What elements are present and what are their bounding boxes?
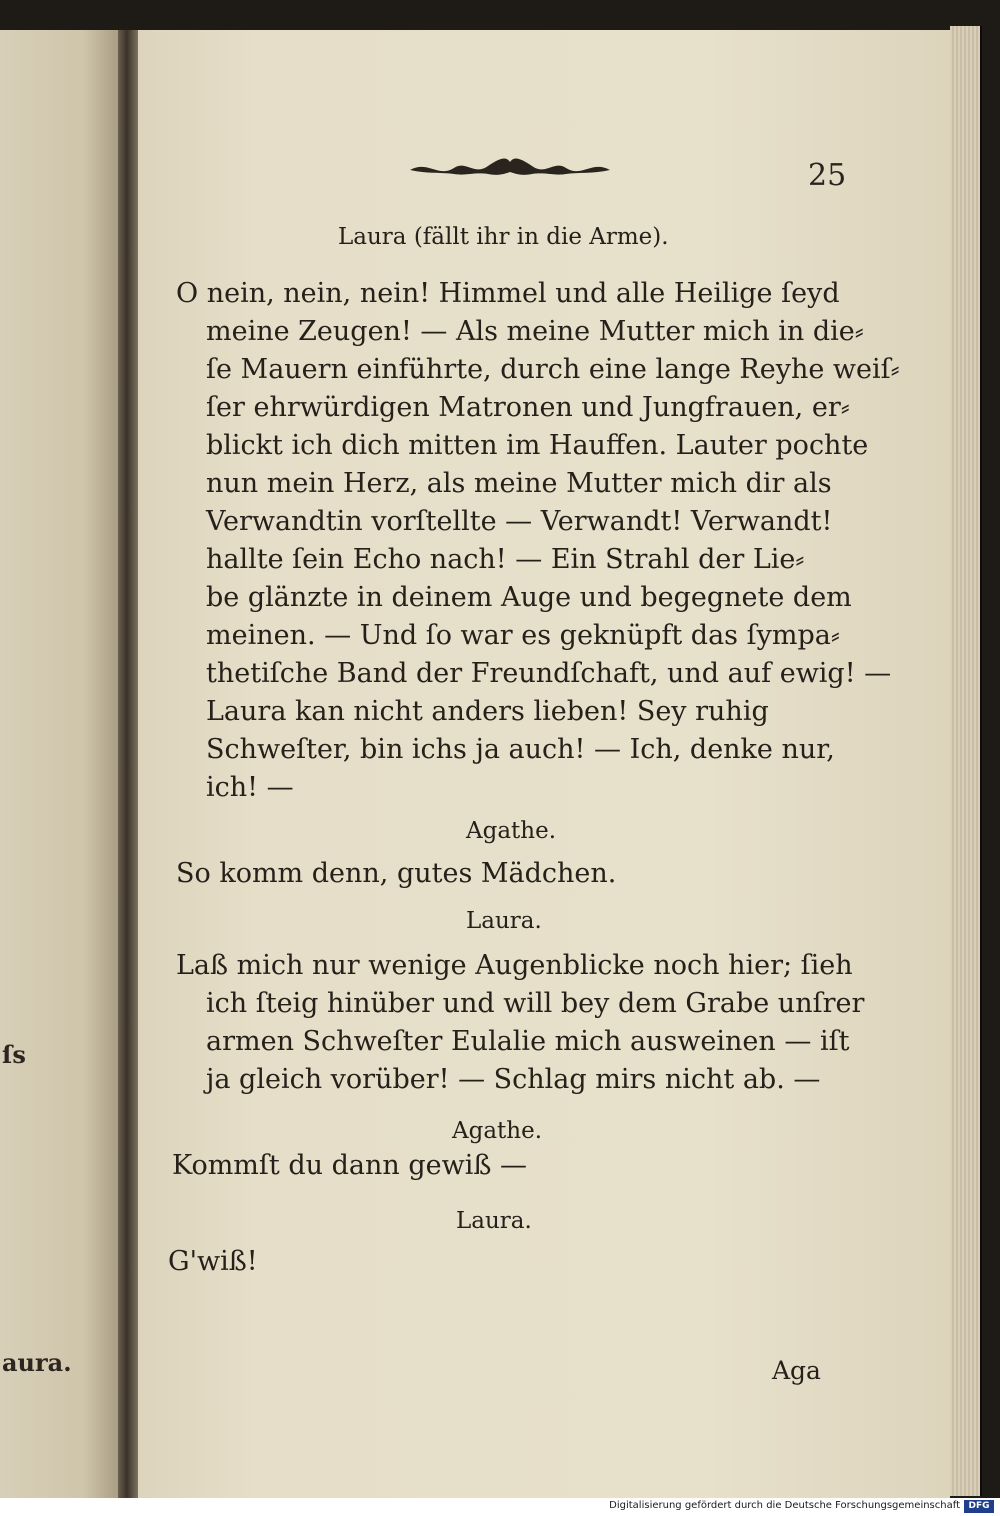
text-line: ſer ehrwürdigen Matronen und Jungfrauen, er⸗ [206,392,850,423]
text-line: ich! — [206,772,294,803]
text-line: G'wiß! [168,1246,258,1277]
dfg-logo: DFG [964,1500,994,1513]
text-line: Kommſt du dann gewiß — [172,1150,527,1181]
left-page-fragment: ſs [2,1040,26,1069]
page-number: 25 [808,158,847,193]
text-line: hallte ſein Echo nach! — Ein Strahl der Lie⸗ [206,544,805,575]
text-line: ich ſteig hinüber und will bey dem Grabe unſrer [206,988,865,1019]
text-line: ſe Mauern einführte, durch eine lange Reyhe weiſ⸗ [206,354,900,385]
catchword: Aga [772,1356,821,1385]
speaker-name: Laura. [456,1208,532,1234]
text-line: meine Zeugen! — Als meine Mutter mich in die⸗ [206,316,864,347]
text-line: meinen. — Und ſo war es geknüpft das ſympa⸗ [206,620,840,651]
text-line: Laß mich nur wenige Augenblicke noch hier; ſieh [176,950,853,981]
text-line: Verwandtin vorſtellte — Verwandt! Verwandt! [206,506,833,537]
book-gutter [118,30,140,1498]
speaker-name: Laura. [466,908,542,934]
left-page-fragment: aura. [2,1348,72,1377]
ornament-icon [408,152,612,182]
text-line: ja gleich vorüber! — Schlag mirs nicht ab. — [206,1064,821,1095]
speaker-name: Agathe. [452,1118,543,1144]
text-line: armen Schweſter Eulalie mich ausweinen — iſt [206,1026,850,1057]
text-line: be glänzte in deinem Auge und begegnete dem [206,582,852,613]
text-line: O nein, nein, nein! Himmel und alle Heilige ſeyd [176,278,840,309]
text-line: Laura kan nicht anders lieben! Sey ruhig [206,696,769,727]
text-line: thetiſche Band der Freundſchaft, und auf ewig! — [206,658,892,689]
footer-bar [0,1498,1000,1516]
page-edge [950,26,982,1496]
text-line: So komm denn, gutes Mädchen. [176,858,617,889]
speaker-name: Agathe. [466,818,557,844]
text-line: blickt ich dich mitten im Hauffen. Lauter pochte [206,430,869,461]
left-page [0,30,120,1498]
funding-note: Digitalisierung gefördert durch die Deutsche Forschungsgemeinschaft [609,1500,960,1511]
text-line: Schweſter, bin ichs ja auch! — Ich, denke nur, [206,734,835,765]
text-line: nun mein Herz, als meine Mutter mich dir als [206,468,832,499]
speaker-name: Laura (fällt ihr in die Arme). [338,224,669,250]
